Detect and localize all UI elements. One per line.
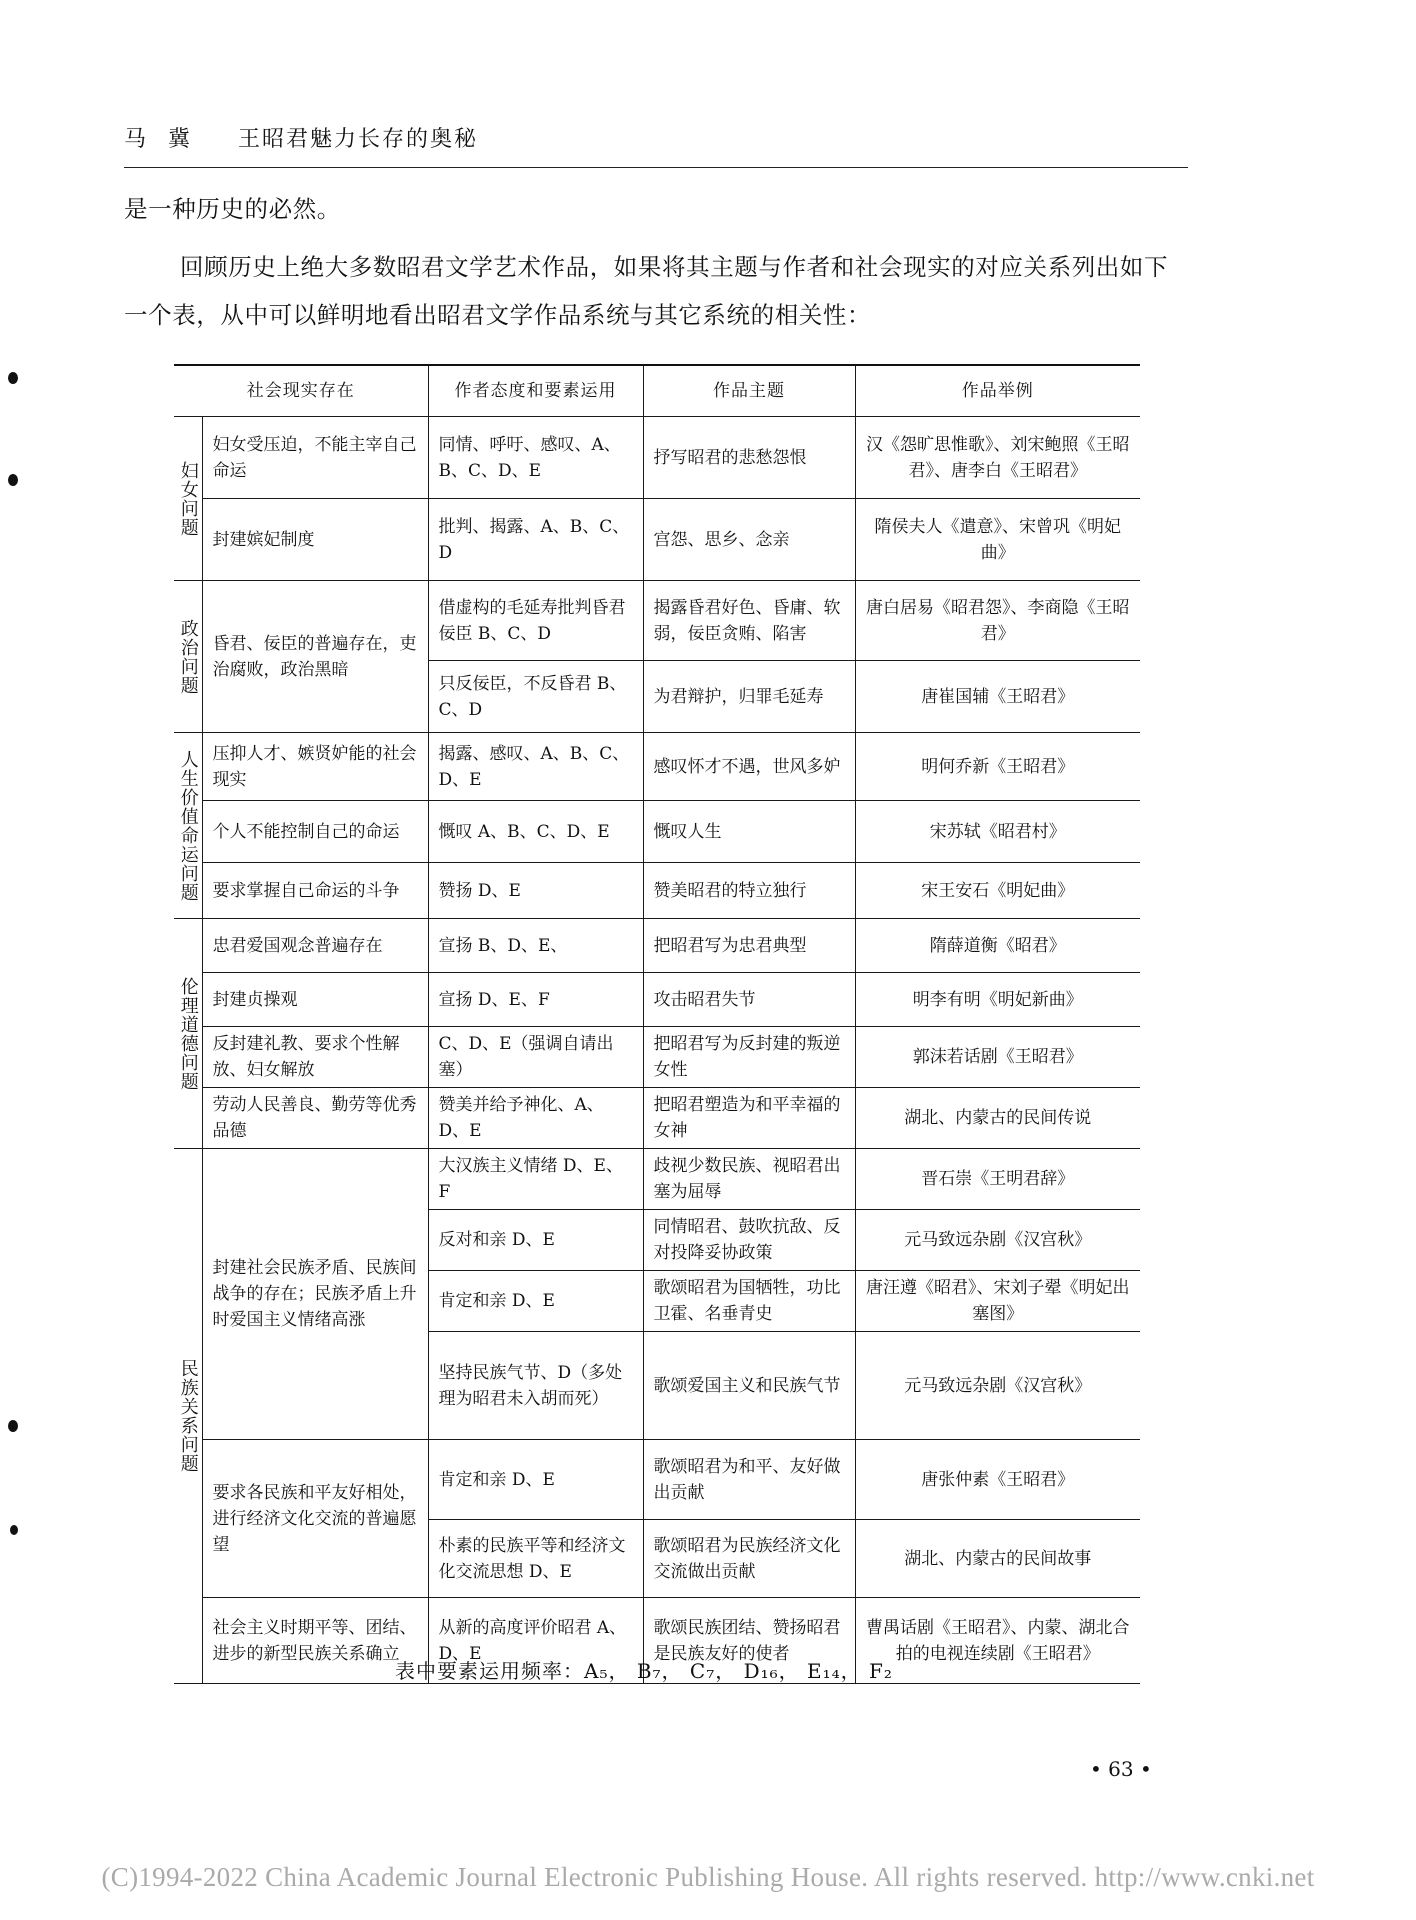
page-number: • 63 •: [1090, 1757, 1152, 1781]
attitude-cell: 同情、呼吁、感叹、A、B、C、D、E: [428, 417, 643, 499]
attitude-cell: 朴素的民族平等和经济文化交流思想 D、E: [428, 1520, 643, 1598]
table-row: [174, 1440, 1140, 1520]
attitude-cell: 赞扬 D、E: [428, 863, 643, 919]
theme-cell: 为君辩护，归罪毛延寿: [643, 661, 855, 733]
table-row: [174, 733, 1140, 801]
theme-cell: 宫怨、思乡、念亲: [643, 499, 855, 581]
correspondence-table: [174, 364, 1140, 1684]
attitude-cell: 借虚构的毛延寿批判昏君佞臣 B、C、D: [428, 581, 643, 661]
header-title: 王昭君魅力长存的奥秘: [238, 127, 479, 152]
table-row: [174, 499, 1140, 581]
attitude-cell: 坚持民族气节、D（多处理为昭君未入胡而死）: [428, 1332, 643, 1440]
column-header: 作品主题: [643, 365, 855, 417]
theme-cell: 同情昭君、鼓吹抗敌、反对投降妥协政策: [643, 1210, 855, 1271]
theme-cell: 抒写昭君的悲愁怨恨: [643, 417, 855, 499]
table-row: [174, 1027, 1140, 1088]
example-cell: 曹禺话剧《王昭君》、内蒙、湖北合拍的电视连续剧《王昭君》: [855, 1598, 1140, 1684]
example-cell: 元马致远杂剧《汉宫秋》: [855, 1210, 1140, 1271]
example-cell: 汉《怨旷思惟歌》、刘宋鲍照《王昭君》、唐李白《王昭君》: [855, 417, 1140, 499]
reality-cell: 社会主义时期平等、团结、进步的新型民族关系确立: [202, 1598, 428, 1684]
reality-cell: 封建社会民族矛盾、民族间战争的存在；民族矛盾上升时爱国主义情绪高涨: [202, 1149, 428, 1440]
example-cell: 隋薛道衡《昭君》: [855, 919, 1140, 973]
reality-cell: 封建嫔妃制度: [202, 499, 428, 581]
example-cell: 唐张仲素《王昭君》: [855, 1440, 1140, 1520]
table-row: [174, 1149, 1140, 1210]
category-cell: 妇女问题: [174, 417, 202, 581]
table-row: [174, 417, 1140, 499]
theme-cell: 把昭君塑造为和平幸福的女神: [643, 1088, 855, 1149]
example-cell: 晋石崇《王明君辞》: [855, 1149, 1140, 1210]
reality-cell: 劳动人民善良、勤劳等优秀品德: [202, 1088, 428, 1149]
category-cell: 伦理道德问题: [174, 919, 202, 1149]
example-cell: 唐白居易《昭君怨》、李商隐《王昭君》: [855, 581, 1140, 661]
attitude-cell: 大汉族主义情绪 D、E、F: [428, 1149, 643, 1210]
column-header: 作者态度和要素运用: [428, 365, 643, 417]
theme-cell: 感叹怀才不遇，世风多妒: [643, 733, 855, 801]
theme-cell: 歌颂爱国主义和民族气节: [643, 1332, 855, 1440]
theme-cell: 歌颂昭君为和平、友好做出贡献: [643, 1440, 855, 1520]
theme-cell: 把昭君写为反封建的叛逆女性: [643, 1027, 855, 1088]
attitude-cell: 只反佞臣，不反昏君 B、C、D: [428, 661, 643, 733]
example-cell: 元马致远杂剧《汉宫秋》: [855, 1332, 1140, 1440]
reality-cell: 反封建礼教、要求个性解放、妇女解放: [202, 1027, 428, 1088]
attitude-cell: 反对和亲 D、E: [428, 1210, 643, 1271]
category-cell: 人生价值命运问题: [174, 733, 202, 919]
example-cell: 宋王安石《明妃曲》: [855, 863, 1140, 919]
example-cell: 唐崔国辅《王昭君》: [855, 661, 1140, 733]
attitude-cell: C、D、E（强调自请出塞）: [428, 1027, 643, 1088]
reality-cell: 压抑人才、嫉贤妒能的社会现实: [202, 733, 428, 801]
example-cell: 湖北、内蒙古的民间传说: [855, 1088, 1140, 1149]
paragraph-2: 回顾历史上绝大多数昭君文学艺术作品，如果将其主题与作者和社会现实的对应关系列出如下一个表，从中可以鲜明地看出昭君文学作品系统与其它系统的相关性：: [124, 253, 1169, 329]
attitude-cell: 宣扬 D、E、F: [428, 973, 643, 1027]
attitude-cell: 宣扬 B、D、E、: [428, 919, 643, 973]
table-header-row: [174, 365, 1140, 417]
example-cell: 明何乔新《王昭君》: [855, 733, 1140, 801]
table-row: [174, 863, 1140, 919]
column-header: 社会现实存在: [174, 365, 428, 417]
example-cell: 隋侯夫人《遣意》、宋曾巩《明妃曲》: [855, 499, 1140, 581]
example-cell: 明李有明《明妃新曲》: [855, 973, 1140, 1027]
attitude-cell: 揭露、感叹、A、B、C、D、E: [428, 733, 643, 801]
reality-cell: 昏君、佞臣的普遍存在，吏治腐败，政治黑暗: [202, 581, 428, 733]
theme-cell: 赞美昭君的特立独行: [643, 863, 855, 919]
header-rule: [124, 167, 1188, 168]
table-row: [174, 801, 1140, 863]
attitude-cell: 赞美并给予神化、A、D、E: [428, 1088, 643, 1149]
theme-cell: 歌颂昭君为国牺牲，功比卫霍、名垂青史: [643, 1271, 855, 1332]
copyright-footer: (C)1994-2022 China Academic Journal Electronic Publishing House. All rights reserved. http://www.cnki.net: [101, 1862, 1315, 1892]
example-cell: 唐汪遵《昭君》、宋刘子翚《明妃出塞图》: [855, 1271, 1140, 1332]
category-cell: 政治问题: [174, 581, 202, 733]
reality-cell: 要求各民族和平友好相处，进行经济文化交流的普遍愿望: [202, 1440, 428, 1598]
attitude-cell: 慨叹 A、B、C、D、E: [428, 801, 643, 863]
theme-cell: 把昭君写为忠君典型: [643, 919, 855, 973]
attitude-cell: 肯定和亲 D、E: [428, 1440, 643, 1520]
table-row: [174, 973, 1140, 1027]
example-cell: 湖北、内蒙古的民间故事: [855, 1520, 1140, 1598]
table-row: [174, 581, 1140, 661]
running-header: [124, 122, 478, 153]
table-row: [174, 919, 1140, 973]
reality-cell: 要求掌握自己命运的斗争: [202, 863, 428, 919]
reality-cell: 个人不能控制自己的命运: [202, 801, 428, 863]
example-cell: 宋苏轼《昭君村》: [855, 801, 1140, 863]
theme-cell: 歌颂民族团结、赞扬昭君是民族友好的使者: [643, 1598, 855, 1684]
reality-cell: 封建贞操观: [202, 973, 428, 1027]
attitude-cell: 从新的高度评价昭君 A、D、E: [428, 1598, 643, 1684]
category-cell: 民族关系问题: [174, 1149, 202, 1684]
margin-mark: [8, 1420, 18, 1432]
column-header: 作品举例: [855, 365, 1140, 417]
paragraph-1: 是一种历史的必然。: [124, 195, 341, 223]
margin-mark: [8, 474, 18, 486]
reality-cell: 忠君爱国观念普遍存在: [202, 919, 428, 973]
table-row: [174, 1088, 1140, 1149]
example-cell: 郭沫若话剧《王昭君》: [855, 1027, 1140, 1088]
header-author: 马冀: [124, 127, 213, 152]
theme-cell: 攻击昭君失节: [643, 973, 855, 1027]
theme-cell: 歌颂昭君为民族经济文化交流做出贡献: [643, 1520, 855, 1598]
attitude-cell: 肯定和亲 D、E: [428, 1271, 643, 1332]
margin-mark: [10, 1525, 18, 1535]
reality-cell: 妇女受压迫，不能主宰自己命运: [202, 417, 428, 499]
frequency-note: 表中要素运用频率：A₅， B₇， C₇， D₁₆， E₁₄， F₂: [395, 1659, 893, 1683]
margin-mark: [8, 372, 18, 384]
theme-cell: 歧视少数民族、视昭君出塞为屈辱: [643, 1149, 855, 1210]
attitude-cell: 批判、揭露、A、B、C、D: [428, 499, 643, 581]
theme-cell: 揭露昏君好色、昏庸、软弱，佞臣贪贿、陷害: [643, 581, 855, 661]
theme-cell: 慨叹人生: [643, 801, 855, 863]
